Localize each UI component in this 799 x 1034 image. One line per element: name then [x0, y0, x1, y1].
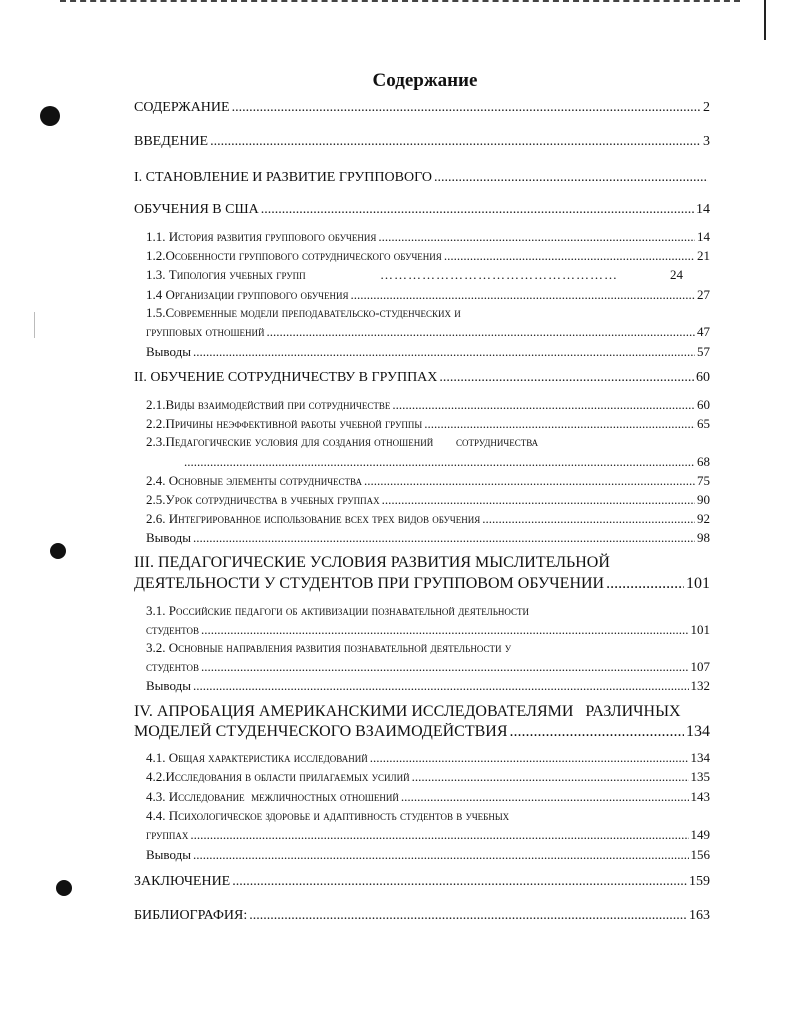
scan-edge-mark [764, 0, 766, 40]
dot-leader: …………………………………………… [380, 267, 618, 282]
toc-entry-page: 156 [690, 847, 710, 862]
toc-entry-label: 2.6. Интегрированное использование всех трех видов обучения [146, 511, 481, 526]
toc-entry [134, 170, 710, 186]
toc-entry-page: 98 [697, 530, 710, 545]
toc-entry [146, 847, 710, 863]
toc-entry-label: III. ПЕДАГОГИЧЕСКИЕ УСЛОВИЯ РАЗВИТИЯ МЫСЛИТЕЛЬНОЙ [134, 554, 610, 571]
dot-leader [193, 530, 695, 546]
toc-entry-label: 1.3. Типология учебных групп [146, 267, 306, 282]
toc-entry-label: 3.1. Российские педагоги об активизации познавательной деятельности [146, 603, 530, 618]
dot-leader [439, 370, 694, 386]
toc-entry-label: IV. АПРОБАЦИЯ АМЕРИКАНСКИМИ ИССЛЕДОВАТЕЛЯМИ РАЗЛИЧНЫХ [134, 703, 681, 720]
dot-leader [412, 769, 689, 785]
toc-entry-label: 2.5.Урок сотрудничества в учебных группах [146, 492, 380, 507]
dot-leader [249, 908, 687, 924]
toc-entry-label: ВВЕДЕНИЕ [134, 134, 209, 149]
toc-entry-label: студентов [146, 659, 199, 674]
toc-entry-label: ЗАКЛЮЧЕНИЕ [134, 874, 231, 889]
toc-entry [146, 659, 710, 675]
scan-mark [34, 312, 35, 338]
toc-entry [134, 575, 710, 593]
toc-entry-label: студентов [146, 622, 199, 637]
toc-entry-label: 2.1.Виды взаимодействий при сотрудничестве [146, 397, 391, 412]
dot-leader [190, 827, 688, 843]
toc-entry-page: 27 [697, 287, 710, 302]
toc-entry-label: Выводы [146, 678, 191, 693]
toc-entry-page: 135 [690, 769, 710, 784]
dot-leader [210, 134, 701, 150]
toc-entry [146, 530, 710, 546]
toc-entry-label: Выводы [146, 530, 191, 545]
dot-leader [193, 847, 689, 863]
toc-entry-label: 1.4 Организации группового обучения [146, 287, 349, 302]
toc-entry-label: 2.2.Причины неэффективной работы учебной группы [146, 416, 423, 431]
toc-entry-label: 4.2.Исследования в области прилагаемых усилий [146, 769, 410, 784]
toc-entry [134, 723, 710, 741]
toc-entry-label: МОДЕЛЕЙ СТУДЕНЧЕСКОГО ВЗАИМОДЕЙСТВИЯ [134, 723, 508, 740]
toc-entry [146, 789, 710, 805]
dot-leader [444, 248, 695, 264]
dot-leader [424, 416, 695, 432]
toc-entry-label: 4.4. Психологическое здоровье и адаптивность студентов в учебных [146, 808, 510, 823]
toc-entry-page: 47 [697, 324, 710, 339]
dot-leader [382, 492, 695, 508]
toc-entry-label: СОДЕРЖАНИЕ [134, 100, 230, 115]
toc-entry-page: 132 [690, 678, 710, 693]
toc-entry [146, 324, 710, 340]
dot-leader [201, 659, 689, 675]
toc-entry-label: Выводы [146, 344, 191, 359]
toc-entry-page: 3 [703, 134, 710, 149]
toc-entry-page: 2 [703, 100, 710, 115]
dot-leader [351, 287, 695, 303]
page-title: Содержание [372, 70, 478, 91]
toc-entry [146, 248, 710, 264]
dot-leader [370, 750, 689, 766]
toc-entry [134, 874, 710, 890]
toc-entry-page: 134 [690, 750, 710, 765]
toc-entry-label: ДЕЯТЕЛЬНОСТИ У СТУДЕНТОВ ПРИ ГРУППОВОМ ОБУЧЕНИИ [134, 575, 605, 592]
dot-leader [193, 344, 695, 360]
toc-entry-label: 2.4. Основные элементы сотрудничества [146, 473, 362, 488]
toc-entry [146, 344, 710, 360]
dot-leader [193, 678, 689, 694]
toc-entry-label: групповых отношений [146, 324, 265, 339]
toc-entry-page: 101 [690, 622, 710, 637]
toc-entry-page: 14 [697, 229, 710, 244]
toc-entry [146, 750, 710, 766]
dot-leader [482, 511, 695, 527]
dot-leader [364, 473, 695, 489]
toc-entry [146, 678, 710, 694]
toc-entry-page: 101 [686, 575, 710, 592]
toc-entry-label: группах [146, 827, 189, 842]
toc-entry-page: 92 [697, 511, 710, 526]
toc-entry-label: ОБУЧЕНИЯ В США [134, 202, 259, 217]
toc-entry-page: 57 [697, 344, 710, 359]
toc-entry-label: Выводы [146, 847, 191, 862]
toc-entry-page: 24 [670, 267, 683, 282]
dot-leader [606, 575, 684, 593]
toc-entry-label: II. ОБУЧЕНИЕ СОТРУДНИЧЕСТВУ В ГРУППАХ [134, 370, 438, 385]
toc-entry-page: 90 [697, 492, 710, 507]
toc-entry-page: 60 [697, 397, 710, 412]
toc-entry-page: 159 [689, 874, 710, 889]
dot-leader [378, 229, 695, 245]
toc-entry-label: 4.1. Общая характеристика исследований [146, 750, 368, 765]
dot-leader [232, 874, 687, 890]
dot-leader [509, 723, 684, 741]
dot-leader [261, 202, 694, 218]
scan-blot [50, 543, 66, 559]
toc-entry-page: 134 [686, 723, 710, 740]
toc-entry-label: 4.3. Исследование межличностных отношений [146, 789, 399, 804]
dot-leader [267, 324, 695, 340]
toc-entry-page: 68 [697, 454, 710, 469]
toc-entry [146, 622, 710, 638]
dot-leader [201, 622, 689, 638]
toc-entry-page: 143 [690, 789, 710, 804]
toc-entry [134, 100, 710, 116]
toc-entry-label: 1.2.Особенности группового сотруднического обучения [146, 248, 442, 263]
toc-entry-label: 1.5.Современные модели преподавательско-студенческих и [146, 305, 461, 320]
toc-entry-page: 65 [697, 416, 710, 431]
scan-blot [56, 880, 72, 896]
toc-entry [146, 416, 710, 432]
toc-entry [134, 202, 710, 218]
toc-entry-label: БИБЛИОГРАФИЯ: [134, 908, 248, 923]
toc-entry [146, 769, 710, 785]
toc-entry [146, 229, 710, 245]
scan-blot [40, 106, 60, 126]
dot-leader [401, 789, 689, 805]
toc-entry [146, 827, 710, 843]
toc-entry-page: 60 [696, 370, 710, 385]
toc-entry [182, 454, 710, 470]
dot-leader [232, 100, 701, 116]
toc-entry-label: 1.1. История развития группового обучения [146, 229, 377, 244]
toc-entry-page: 149 [690, 827, 710, 842]
toc-entry-label: I. СТАНОВЛЕНИЕ И РАЗВИТИЕ ГРУППОВОГО [134, 170, 432, 185]
toc-entry [134, 908, 710, 924]
toc-entry-page: 163 [689, 908, 710, 923]
toc-entry [146, 397, 710, 413]
dot-leader [434, 170, 708, 186]
toc-entry-page: 14 [696, 202, 710, 217]
toc-entry [134, 370, 710, 386]
toc-entry-page: 75 [697, 473, 710, 488]
toc-entry-page: 107 [690, 659, 710, 674]
toc-entry [134, 134, 710, 150]
toc-entry [146, 492, 710, 508]
toc-entry-label: 2.3.Педагогические условия для создания отношений сотрудничества [146, 434, 539, 449]
toc-entry [146, 473, 710, 489]
toc-entry [146, 287, 710, 303]
toc-entry-label: 3.2. Основные направления развития познавательной деятельности у [146, 640, 512, 655]
toc-entry [146, 511, 710, 527]
dot-leader [392, 397, 695, 413]
scan-top-edge [60, 0, 740, 4]
toc-entry-page: 21 [697, 248, 710, 263]
dot-leader [184, 454, 695, 470]
